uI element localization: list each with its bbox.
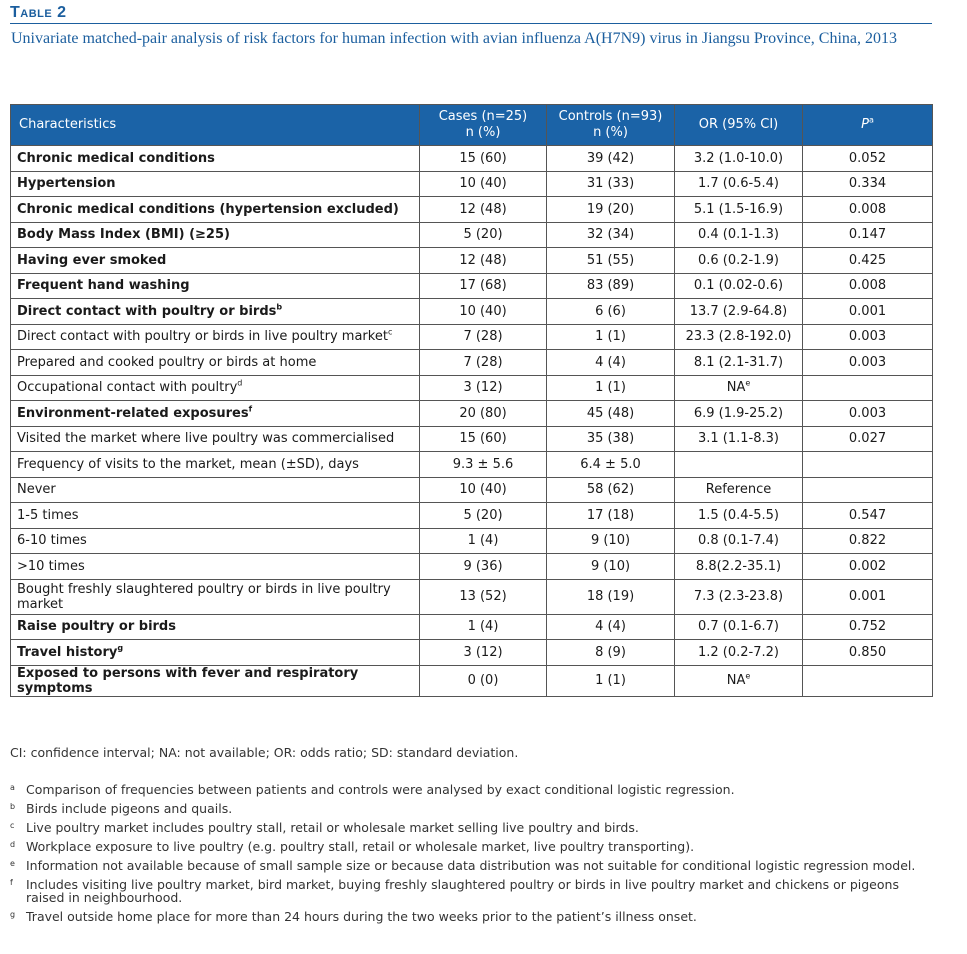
- row-or-value: NA: [726, 380, 746, 396]
- row-controls-cell: [547, 375, 675, 401]
- table-row: [11, 401, 933, 427]
- row-cases-value: 7 (28): [463, 329, 503, 345]
- row-p-cell: [803, 248, 933, 274]
- row-controls-value: 51 (55): [586, 252, 635, 268]
- row-p-value: 0.147: [848, 227, 887, 243]
- row-cases-value: 15 (60): [459, 150, 507, 166]
- row-controls-value: 58 (62): [586, 482, 635, 498]
- row-p-value: 0.003: [848, 405, 887, 421]
- row-label: 1-5 times: [17, 507, 79, 523]
- row-controls-value: 4 (4): [595, 354, 626, 370]
- row-p-cell: [803, 324, 933, 350]
- row-controls-value: 1 (1): [595, 380, 626, 396]
- table-row: [11, 579, 933, 614]
- footnote-mark: b: [10, 802, 16, 811]
- row-or-cell: [675, 146, 803, 172]
- row-label: Prepared and cooked poultry or birds at home: [17, 354, 317, 370]
- row-or-cell: [675, 299, 803, 325]
- row-cases-value: 0 (0): [467, 673, 499, 688]
- row-or-value: 7.3 (2.3-23.8): [693, 589, 784, 604]
- row-or-value: 23.3 (2.8-192.0): [685, 329, 792, 345]
- row-controls-cell: [547, 503, 675, 529]
- row-cases-cell: [420, 640, 547, 666]
- row-or-value: 1.7 (0.6-5.4): [698, 176, 779, 192]
- footnote-mark: g: [10, 910, 16, 919]
- row-label: Direct contact with poultry or birds in live poultry market: [17, 329, 388, 345]
- row-or-cell: [675, 171, 803, 197]
- row-or-value: 0.8 (0.1-7.4): [698, 533, 779, 549]
- row-p-cell: [803, 614, 933, 640]
- row-cases-cell: [420, 299, 547, 325]
- row-cases-value: 15 (60): [459, 431, 507, 447]
- row-p-cell: [803, 197, 933, 223]
- row-or-cell: [675, 401, 803, 427]
- row-p-cell: [803, 299, 933, 325]
- row-or-cell: [675, 248, 803, 274]
- row-controls-cell: [547, 614, 675, 640]
- row-footnote-mark: b: [276, 302, 283, 312]
- row-p-cell: [803, 503, 933, 529]
- table-row: [11, 503, 933, 529]
- table-label: Table 2: [10, 4, 67, 21]
- row-characteristic: [11, 375, 420, 401]
- footnote: [10, 859, 940, 872]
- row-cases-cell: [420, 477, 547, 503]
- row-controls-cell: [547, 640, 675, 666]
- row-p-cell: [803, 426, 933, 452]
- row-p-value: 0.752: [848, 619, 887, 635]
- row-cases-value: 10 (40): [459, 303, 507, 319]
- row-controls-cell: [547, 579, 675, 614]
- row-or-cell: [675, 477, 803, 503]
- row-p-value: 0.001: [848, 589, 887, 604]
- row-or-cell: [675, 528, 803, 554]
- row-or-cell: [675, 640, 803, 666]
- row-cases-cell: [420, 401, 547, 427]
- row-or-value: 6.9 (1.9-25.2): [693, 405, 784, 421]
- footnotes-list: [10, 783, 940, 923]
- row-label: Body Mass Index (BMI) (≥25): [17, 227, 230, 243]
- row-controls-cell: [547, 528, 675, 554]
- row-or-cell: [675, 426, 803, 452]
- row-or-value: Reference: [705, 482, 772, 498]
- row-cases-value: 20 (80): [459, 405, 507, 421]
- row-or-value: 0.6 (0.2-1.9): [698, 252, 779, 268]
- row-controls-cell: [547, 554, 675, 580]
- risk-factor-table: [10, 104, 933, 697]
- row-controls-value: 6 (6): [595, 303, 626, 319]
- row-cases-value: 3 (12): [463, 380, 503, 396]
- row-controls-cell: [547, 273, 675, 299]
- row-label: Exposed to persons with fever and respiratory symptoms: [17, 665, 359, 696]
- row-p-cell: [803, 452, 933, 478]
- row-or-cell: [675, 614, 803, 640]
- row-p-value: 0.850: [848, 644, 887, 660]
- table-row: [11, 222, 933, 248]
- header-controls: [547, 105, 675, 146]
- row-cases-cell: [420, 554, 547, 580]
- row-p-value: 0.425: [848, 252, 887, 268]
- row-p-value: 0.334: [848, 176, 887, 192]
- row-p-cell: [803, 554, 933, 580]
- table-row: [11, 350, 933, 376]
- row-cases-cell: [420, 528, 547, 554]
- row-label: Hypertension: [17, 176, 116, 192]
- row-characteristic: [11, 273, 420, 299]
- footnote: [10, 783, 940, 796]
- row-characteristic: [11, 528, 420, 554]
- row-controls-value: 18 (19): [586, 589, 635, 604]
- row-label: Bought freshly slaughtered poultry or birds in live poultry market: [17, 581, 391, 612]
- row-characteristic: [11, 640, 420, 666]
- row-cases-cell: [420, 375, 547, 401]
- row-or-value: 5.1 (1.5-16.9): [693, 201, 784, 217]
- row-cases-value: 1 (4): [467, 533, 499, 549]
- row-cases-cell: [420, 197, 547, 223]
- header-controls-line2: n (%): [593, 125, 628, 140]
- row-controls-value: 9 (10): [590, 533, 631, 549]
- row-cases-cell: [420, 248, 547, 274]
- row-p-cell: [803, 171, 933, 197]
- row-p-cell: [803, 375, 933, 401]
- row-or-value: 0.7 (0.1-6.7): [698, 619, 779, 635]
- row-cases-value: 9.3 ± 5.6: [452, 456, 514, 472]
- row-cases-cell: [420, 426, 547, 452]
- row-p-cell: [803, 579, 933, 614]
- table-footer: [10, 745, 940, 929]
- row-label: 6-10 times: [17, 533, 87, 549]
- table-row: [11, 197, 933, 223]
- table-row: [11, 528, 933, 554]
- row-controls-cell: [547, 426, 675, 452]
- header-characteristics: Characteristics: [11, 105, 420, 146]
- row-label: Visited the market where live poultry was commercialised: [17, 431, 395, 447]
- row-p-cell: [803, 273, 933, 299]
- row-controls-value: 17 (18): [586, 507, 635, 523]
- row-p-cell: [803, 477, 933, 503]
- row-controls-value: 8 (9): [595, 644, 626, 660]
- table-body: [11, 146, 933, 697]
- row-cases-value: 13 (52): [459, 589, 507, 604]
- row-p-cell: [803, 401, 933, 427]
- table-figure: [10, 0, 932, 924]
- row-label: Frequency of visits to the market, mean (±SD), days: [17, 456, 359, 472]
- row-p-value: 0.002: [848, 558, 887, 574]
- table-row: [11, 452, 933, 478]
- header-p-text: P: [861, 117, 869, 132]
- row-characteristic: [11, 477, 420, 503]
- header-cases-line1: Cases (n=25): [438, 109, 528, 124]
- table-row: [11, 614, 933, 640]
- row-p-value: 0.008: [848, 278, 887, 294]
- row-cases-value: 12 (48): [459, 201, 507, 217]
- row-controls-value: 39 (42): [586, 150, 635, 166]
- row-cases-cell: [420, 324, 547, 350]
- row-cases-cell: [420, 350, 547, 376]
- row-cases-cell: [420, 222, 547, 248]
- row-controls-cell: [547, 197, 675, 223]
- table-header: [11, 105, 933, 146]
- row-or-cell: [675, 273, 803, 299]
- row-characteristic: [11, 401, 420, 427]
- row-characteristic: [11, 579, 420, 614]
- row-controls-value: 9 (10): [590, 558, 631, 574]
- row-controls-cell: [547, 324, 675, 350]
- row-label: Frequent hand washing: [17, 278, 190, 294]
- row-controls-cell: [547, 665, 675, 696]
- row-or-value: 8.8(2.2-35.1): [695, 558, 782, 574]
- row-label: Travel history: [17, 644, 118, 660]
- footnote-mark: d: [10, 840, 16, 849]
- row-or-cell: [675, 197, 803, 223]
- row-or-cell: [675, 503, 803, 529]
- row-cases-cell: [420, 665, 547, 696]
- header-cases: [420, 105, 547, 146]
- row-characteristic: [11, 197, 420, 223]
- row-cases-cell: [420, 579, 547, 614]
- abbreviations-note: CI: confidence interval; NA: not available; OR: odds ratio; SD: standard deviation.: [10, 745, 519, 760]
- row-label: >10 times: [17, 558, 85, 574]
- row-footnote-mark: g: [117, 643, 124, 653]
- row-characteristic: [11, 554, 420, 580]
- row-p-cell: [803, 640, 933, 666]
- row-p-value: 0.052: [848, 150, 887, 166]
- row-characteristic: [11, 299, 420, 325]
- row-controls-cell: [547, 248, 675, 274]
- row-controls-cell: [547, 350, 675, 376]
- row-controls-value: 31 (33): [586, 176, 635, 192]
- row-controls-cell: [547, 146, 675, 172]
- footnote-text: Workplace exposure to live poultry (e.g. poultry stall, retail or wholesale market, live poultry transporting).: [26, 839, 695, 854]
- row-characteristic: [11, 146, 420, 172]
- row-or-value: 3.1 (1.1-8.3): [698, 431, 779, 447]
- footnote-mark: c: [10, 821, 15, 830]
- footnote: [10, 821, 940, 834]
- row-controls-value: 4 (4): [595, 619, 626, 635]
- row-p-cell: [803, 146, 933, 172]
- header-p: [803, 105, 933, 146]
- row-p-cell: [803, 665, 933, 696]
- or-footnote-mark: e: [745, 671, 751, 681]
- table-row: [11, 477, 933, 503]
- row-controls-value: 32 (34): [586, 227, 635, 243]
- footnote-mark: f: [10, 878, 13, 887]
- row-cases-value: 3 (12): [463, 644, 503, 660]
- table-row: [11, 324, 933, 350]
- footnote-text: Travel outside home place for more than 24 hours during the two weeks prior to the patient’s illness onset.: [26, 909, 697, 924]
- row-p-cell: [803, 350, 933, 376]
- row-controls-cell: [547, 477, 675, 503]
- row-cases-value: 5 (20): [463, 227, 503, 243]
- row-cases-value: 7 (28): [463, 354, 503, 370]
- row-or-value: 8.1 (2.1-31.7): [693, 354, 784, 370]
- table-row: [11, 146, 933, 172]
- header-or: OR (95% CI): [675, 105, 803, 146]
- row-p-value: 0.547: [848, 507, 887, 523]
- row-characteristic: [11, 222, 420, 248]
- row-cases-value: 12 (48): [459, 252, 507, 268]
- row-cases-cell: [420, 614, 547, 640]
- footnote: [10, 802, 940, 815]
- row-or-cell: [675, 375, 803, 401]
- row-label: Direct contact with poultry or birds: [17, 303, 277, 319]
- row-or-value: 0.1 (0.02-0.6): [693, 278, 784, 294]
- table-row: [11, 665, 933, 696]
- row-characteristic: [11, 614, 420, 640]
- footnote-text: Comparison of frequencies between patients and controls were analysed by exact conditional logistic regression.: [26, 782, 735, 797]
- row-label: Never: [17, 482, 56, 498]
- table-row: [11, 171, 933, 197]
- footnote: [10, 878, 940, 904]
- row-label: Chronic medical conditions (hypertension excluded): [17, 201, 399, 217]
- row-characteristic: [11, 426, 420, 452]
- row-or-value: 3.2 (1.0-10.0): [693, 150, 784, 166]
- row-p-cell: [803, 528, 933, 554]
- row-characteristic: [11, 350, 420, 376]
- table-row: [11, 248, 933, 274]
- row-cases-cell: [420, 171, 547, 197]
- footnote: [10, 840, 940, 853]
- row-cases-value: 10 (40): [459, 482, 507, 498]
- row-or-value: 13.7 (2.9-64.8): [689, 303, 788, 319]
- row-cases-value: 10 (40): [459, 176, 507, 192]
- row-cases-value: 5 (20): [463, 507, 503, 523]
- footnote-mark: a: [10, 783, 15, 792]
- header-controls-line1: Controls (n=93): [558, 109, 663, 124]
- row-controls-value: 6.4 ± 5.0: [580, 456, 641, 472]
- row-or-cell: [675, 554, 803, 580]
- row-or-value: 0.4 (0.1-1.3): [698, 227, 779, 243]
- row-or-cell: [675, 324, 803, 350]
- row-controls-cell: [547, 452, 675, 478]
- row-label: Chronic medical conditions: [17, 150, 215, 166]
- row-characteristic: [11, 171, 420, 197]
- row-label: Environment-related exposures: [17, 405, 249, 421]
- footnote-text: Live poultry market includes poultry stall, retail or wholesale market selling live poultry and birds.: [26, 820, 639, 835]
- row-controls-value: 35 (38): [586, 431, 635, 447]
- row-cases-cell: [420, 503, 547, 529]
- header-p-footnote-mark: a: [868, 115, 874, 125]
- row-label: Having ever smoked: [17, 252, 167, 268]
- row-characteristic: [11, 665, 420, 696]
- row-cases-cell: [420, 146, 547, 172]
- table-row: [11, 299, 933, 325]
- row-or-value: 1.5 (0.4-5.5): [698, 507, 779, 523]
- table-row: [11, 426, 933, 452]
- row-p-cell: [803, 222, 933, 248]
- table-row: [11, 640, 933, 666]
- row-or-value: 1.2 (0.2-7.2): [698, 644, 779, 660]
- row-p-value: 0.008: [848, 201, 887, 217]
- row-footnote-mark: d: [237, 378, 243, 388]
- label-rule: [10, 23, 932, 24]
- table-row: [11, 273, 933, 299]
- row-characteristic: [11, 452, 420, 478]
- footnote-text: Information not available because of small sample size or because data distribution was not suitable for conditional logistic regression model.: [26, 858, 916, 873]
- header-row: [11, 105, 933, 146]
- row-or-cell: [675, 222, 803, 248]
- table-caption: Univariate matched-pair analysis of risk factors for human infection with avian influenza A(H7N9) virus in Jiangsu Province, China, 2013: [11, 30, 897, 47]
- table-row: [11, 554, 933, 580]
- row-controls-value: 1 (1): [595, 673, 626, 688]
- row-controls-value: 83 (89): [586, 278, 635, 294]
- row-characteristic: [11, 248, 420, 274]
- row-label: Raise poultry or birds: [17, 619, 176, 635]
- row-footnote-mark: f: [248, 404, 253, 414]
- header-cases-line2: n (%): [465, 125, 501, 140]
- row-cases-cell: [420, 273, 547, 299]
- table-row: [11, 375, 933, 401]
- row-cases-value: 1 (4): [467, 619, 499, 635]
- row-cases-value: 9 (36): [463, 558, 503, 574]
- row-footnote-mark: c: [387, 327, 393, 337]
- row-or-cell: [675, 665, 803, 696]
- row-controls-cell: [547, 299, 675, 325]
- row-cases-value: 17 (68): [459, 278, 507, 294]
- row-or-cell: [675, 579, 803, 614]
- row-p-value: 0.003: [848, 354, 887, 370]
- footnote-text: Includes visiting live poultry market, bird market, buying freshly slaughtered poultry or birds in live poultry market and chickens or pigeons raised in neighbourhood.: [26, 877, 899, 905]
- row-controls-cell: [547, 222, 675, 248]
- row-controls-value: 45 (48): [586, 405, 635, 421]
- row-cases-cell: [420, 452, 547, 478]
- footnote: [10, 910, 940, 923]
- row-controls-value: 19 (20): [586, 201, 635, 217]
- row-controls-value: 1 (1): [595, 329, 626, 345]
- row-p-value: 0.027: [848, 431, 887, 447]
- row-or-cell: [675, 452, 803, 478]
- row-characteristic: [11, 324, 420, 350]
- row-p-value: 0.001: [848, 303, 887, 319]
- footnote-text: Birds include pigeons and quails.: [26, 801, 233, 816]
- row-or-value: NA: [726, 673, 746, 688]
- row-controls-cell: [547, 401, 675, 427]
- row-or-cell: [675, 350, 803, 376]
- row-controls-cell: [547, 171, 675, 197]
- row-p-value: 0.003: [848, 329, 887, 345]
- row-p-value: 0.822: [848, 533, 887, 549]
- or-footnote-mark: e: [745, 378, 751, 388]
- row-characteristic: [11, 503, 420, 529]
- row-label: Occupational contact with poultry: [17, 380, 238, 396]
- footnote-mark: e: [10, 859, 15, 868]
